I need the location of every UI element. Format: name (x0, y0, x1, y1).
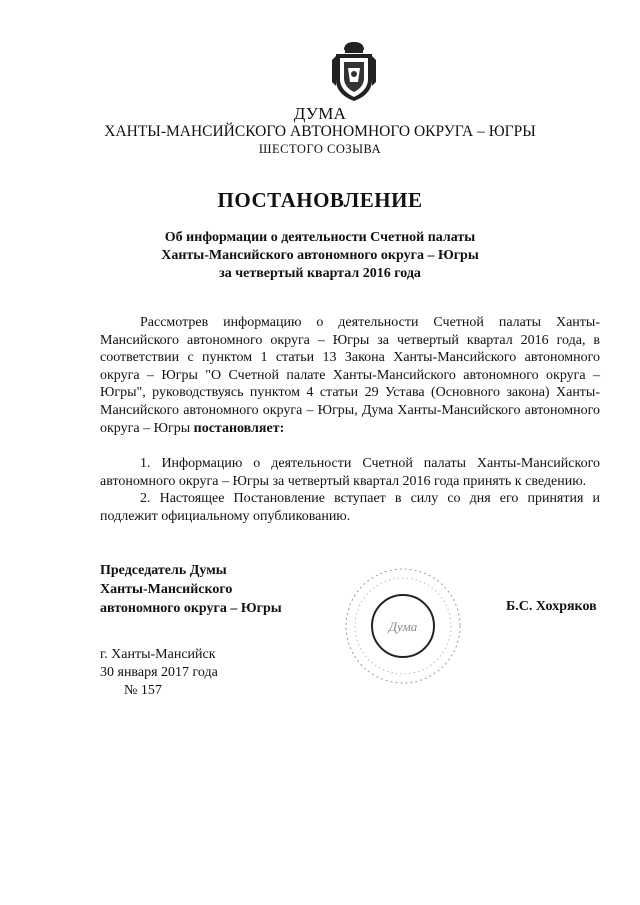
resolution-items (100, 455, 600, 525)
subject-line3: за четвертый квартал 2016 года (219, 266, 421, 281)
signatory-title-line2: Ханты-Мансийского (100, 582, 233, 597)
subject-line1: Об информации о деятельности Счетной палаты (164, 230, 476, 245)
subject-line2: Ханты-Мансийского автономного округа – Югры (161, 248, 479, 263)
document-date: 30 января 2017 года (100, 665, 218, 680)
signer-name: Б.С. Хохряков (506, 599, 597, 614)
org-name-line2: ХАНТЫ-МАНСИЙСКОГО АВТОНОМНОГО ОКРУГА – ЮГРЫ (104, 123, 536, 140)
org-name-line1: ДУМА (293, 104, 347, 123)
resolution-item: 2. Настоящее Постановление вступает в силу со дня его принятия и подлежит официальному опубликованию. (100, 491, 600, 524)
place-date-number (100, 646, 218, 700)
city: г. Ханты-Мансийск (100, 647, 216, 662)
resolution-verb: постановляет: (193, 420, 285, 436)
signatory-title-line1: Председатель Думы (100, 563, 227, 578)
convocation-line: ШЕСТОГО СОЗЫВА (258, 142, 382, 156)
resolution-item: 1. Информацию о деятельности Счетной палаты Ханты-Мансийского автономного округа – Югры за четвертый квартал 2016 года принять к сведению. (100, 456, 600, 489)
preamble-paragraph (100, 314, 600, 437)
coat-of-arms-emblem (328, 40, 380, 102)
stamp-text: Дума (388, 619, 418, 634)
document-number: № 157 (124, 683, 162, 698)
official-stamp (340, 566, 466, 686)
signatory-title (100, 561, 282, 618)
document-type-title: ПОСТАНОВЛЕНИЕ (217, 188, 423, 212)
signatory-title-line3: автономного округа – Югры (100, 601, 282, 616)
preamble-text: Рассмотрев информацию о деятельности Счетной палаты Ханты-Мансийского автономного округа – Югры за четвертый квартал 2016 года, в соответствии с пунктом 1 статьи 13 Закона Ханты-Мансийского автономного округа – Югры "О Счетной палате Ханты-Мансийского автономного округа – Югры", руководствуясь пунктом 4 статьи 29 Устава (Основного закона) Ханты-Мансийского автономного округа – Югры, Дума Ханты-Мансийского автономного округа – Югры (100, 315, 600, 436)
